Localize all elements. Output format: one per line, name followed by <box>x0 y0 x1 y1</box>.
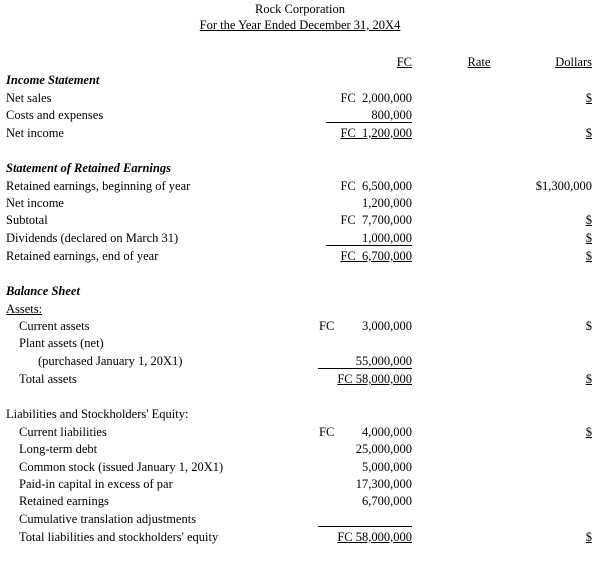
row-dollars-dividends: $ <box>585 231 592 245</box>
row-dollars-net-income: $ <box>585 126 592 140</box>
liabilities-heading: Liabilities and Stockholders' Equity: <box>6 407 189 421</box>
row-label-plant-purchased: (purchased January 1, 20X1) <box>38 354 183 368</box>
column-header-fc: FC <box>396 55 412 69</box>
column-header-dollars: Dollars <box>555 55 592 69</box>
row-label-paid-in-capital: Paid-in capital in excess of par <box>19 477 173 491</box>
row-label-net-sales: Net sales <box>6 91 52 105</box>
row-label-re-beginning: Retained earnings, beginning of year <box>6 179 191 193</box>
company-name: Rock Corporation <box>255 2 345 16</box>
row-dollars-subtotal: $ <box>585 213 592 227</box>
row-fc-subtotal: FC 7,700,000 <box>340 213 412 227</box>
row-label-long-term-debt: Long-term debt <box>19 442 98 456</box>
row-label-common-stock: Common stock (issued January 1, 20X1) <box>19 460 224 474</box>
subtotal-rule <box>318 526 412 527</box>
row-label-plant-assets: Plant assets (net) <box>19 336 104 350</box>
subtotal-rule <box>326 245 412 246</box>
row-dollars-re-beginning: $1,300,000 <box>535 179 592 193</box>
row-dollars-net-sales: $ <box>585 91 592 105</box>
row-dollars-current-liabilities: $ <box>585 425 592 439</box>
row-label-dividends: Dividends (declared on March 31) <box>6 231 179 245</box>
row-fc-common-stock: 5,000,000 <box>362 460 412 474</box>
row-fc-net-income: FC 1,200,000 <box>340 126 412 140</box>
row-fc-paid-in-capital: 17,300,000 <box>355 477 412 491</box>
column-header-rate: Rate <box>467 55 491 69</box>
row-label-total-assets: Total assets <box>19 372 77 386</box>
row-fc-costs: 800,000 <box>371 108 412 122</box>
row-label-current-assets: Current assets <box>19 319 90 333</box>
row-label-total-liabilities-equity: Total liabilities and stockholders' equity <box>19 530 219 544</box>
retained-earnings-title: Statement of Retained Earnings <box>6 161 171 175</box>
row-fc-re-net-income: 1,200,000 <box>362 196 412 210</box>
row-fc-current-assets: 3,000,000 <box>362 319 412 333</box>
row-fc-current-liabilities: 4,000,000 <box>362 425 412 439</box>
report-period: For the Year Ended December 31, 20X4 <box>199 18 401 32</box>
row-dollars-re-end: $ <box>585 249 592 263</box>
row-label-subtotal: Subtotal <box>6 213 48 227</box>
row-dollars-total-assets: $ <box>585 372 592 386</box>
income-statement-title: Income Statement <box>6 73 100 87</box>
row-fc-re-beginning: FC 6,500,000 <box>340 179 412 193</box>
row-label-bs-retained-earnings: Retained earnings <box>19 494 109 508</box>
row-fc-bs-retained-earnings: 6,700,000 <box>362 494 412 508</box>
row-dollars-current-assets: $ <box>585 319 592 333</box>
subtotal-rule <box>318 368 412 369</box>
row-label-net-income: Net income <box>6 126 64 140</box>
row-fc-long-term-debt: 25,000,000 <box>355 442 412 456</box>
balance-sheet-title: Balance Sheet <box>6 284 80 298</box>
row-fc-prefix-current-liabilities: FC <box>319 425 335 439</box>
row-label-costs: Costs and expenses <box>6 108 104 122</box>
row-label-re-net-income: Net income <box>6 196 64 210</box>
row-fc-total-assets: FC 58,000,000 <box>337 372 412 386</box>
subtotal-rule <box>326 122 412 123</box>
row-fc-total-liabilities-equity: FC 58,000,000 <box>337 530 412 544</box>
row-label-current-liabilities: Current liabilities <box>19 425 107 439</box>
row-dollars-total-liabilities-equity: $ <box>585 530 592 544</box>
row-fc-re-end: FC 6,700,000 <box>340 249 412 263</box>
row-fc-plant-assets: 55,000,000 <box>355 354 412 368</box>
row-fc-net-sales: FC 2,000,000 <box>340 91 412 105</box>
assets-heading: Assets: <box>6 302 43 316</box>
row-label-cta: Cumulative translation adjustments <box>19 512 197 526</box>
row-fc-dividends: 1,000,000 <box>362 231 412 245</box>
row-label-re-end: Retained earnings, end of year <box>6 249 159 263</box>
row-fc-prefix-current-assets: FC <box>319 319 335 333</box>
